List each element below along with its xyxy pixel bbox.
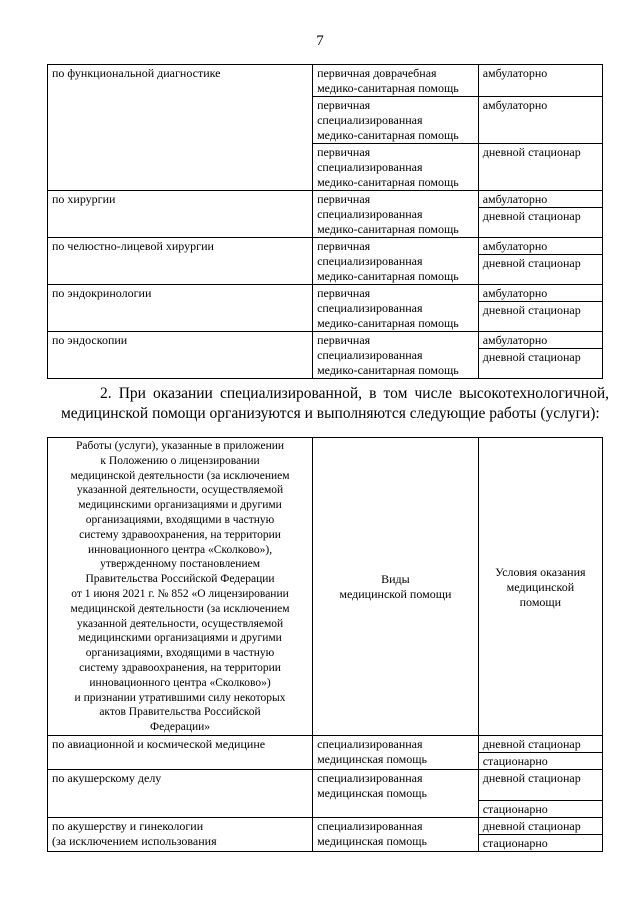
care-type-cell: специализированная медицинская помощь [313,818,479,852]
work-cell: по акушерскому делу [48,770,313,818]
header-works: Работы (услуги), указанные в приложении к Положению о лицензировании медицинской деятельности (за исключением указанной деятельности, осуществляемой медицинскими организациями и другими организациями, входящими в частную систему здравоохранения, на территории инновационного центра «Сколково»), утвержденному постановлением Правительства Российской Федерации от 1 июня 2021 г. № 852 «О лицензировании медицинской деятельности (за исключением указанной деятельности, осуществляемой медицинскими организациями и другими организациями, входящими в частную систему здравоохранения, на территории инновационного центра «Сколково») и признании утратившими силу некоторых актов Правительства Российской Федерации» [48,438,313,736]
condition-cell [478,736,602,770]
table-row [48,238,603,285]
care-type-cell: первичная специализированная медико-санитарная помощь [313,191,479,238]
condition-cell [478,191,602,238]
table-row [48,770,603,818]
table-row [48,736,603,770]
condition-item: амбулаторно [482,239,548,253]
condition-cell [478,332,602,379]
care-type-cell: первичная доврачебная медико-санитарная помощь [313,65,479,97]
condition-cell [478,818,602,852]
care-type-cell: первичная специализированная медико-санитарная помощь [313,285,479,332]
table-row [48,818,603,852]
condition-cell: амбулаторно [478,65,602,97]
work-cell: по хирургии [48,191,313,238]
care-type-cell: первичная специализированная медико-санитарная помощь [313,97,479,144]
condition-item: дневной стационар [479,301,602,318]
work-cell: по челюстно-лицевой хирургии [48,238,313,285]
condition-cell: амбулаторно [478,97,602,144]
header-conditions: Условия оказания медицинской помощи [478,438,602,736]
work-cell: по функциональной диагностике [48,65,313,191]
condition-item: дневной стационар [482,771,581,785]
table-header-row [48,438,603,736]
condition-item: амбулаторно [482,333,548,347]
condition-cell [478,770,602,818]
header-care-types: Виды медицинской помощи [313,438,479,736]
work-cell: по акушерству и гинекологии (за исключением использования [48,818,313,852]
page-number: 7 [316,33,324,49]
condition-item: стационарно [479,752,602,769]
work-cell: по эндокринологии [48,285,313,332]
condition-cell: дневной стационар [478,144,602,191]
services-table-specialized [47,437,603,852]
condition-cell [478,238,602,285]
condition-item: дневной стационар [479,207,602,224]
condition-item: дневной стационар [482,737,581,751]
care-type-cell: первичная специализированная медико-санитарная помощь [313,238,479,285]
condition-item: дневной стационар [479,254,602,271]
table-row [48,65,603,97]
condition-item: дневной стационар [479,348,602,365]
care-type-cell: первичная специализированная медико-санитарная помощь [313,144,479,191]
table-row [48,332,603,379]
section-paragraph: 2. При оказании специализированной, в том числе высокотехнологичной, медицинской помощи организуются и выполняются следующие работы (услуги): [61,385,609,422]
table-row [48,285,603,332]
condition-item: амбулаторно [482,192,548,206]
work-cell: по авиационной и космической медицине [48,736,313,770]
services-table-primary [47,64,603,379]
care-type-cell: специализированная медицинская помощь [313,736,479,770]
care-type-cell: первичная специализированная медико-санитарная помощь [313,332,479,379]
condition-item: дневной стационар [482,819,581,833]
care-type-cell: специализированная медицинская помощь [313,770,479,818]
condition-item: стационарно [479,834,602,851]
condition-cell [478,285,602,332]
work-cell: по эндоскопии [48,332,313,379]
condition-item: амбулаторно [482,286,548,300]
condition-item: стационарно [479,800,602,817]
table-row [48,191,603,238]
